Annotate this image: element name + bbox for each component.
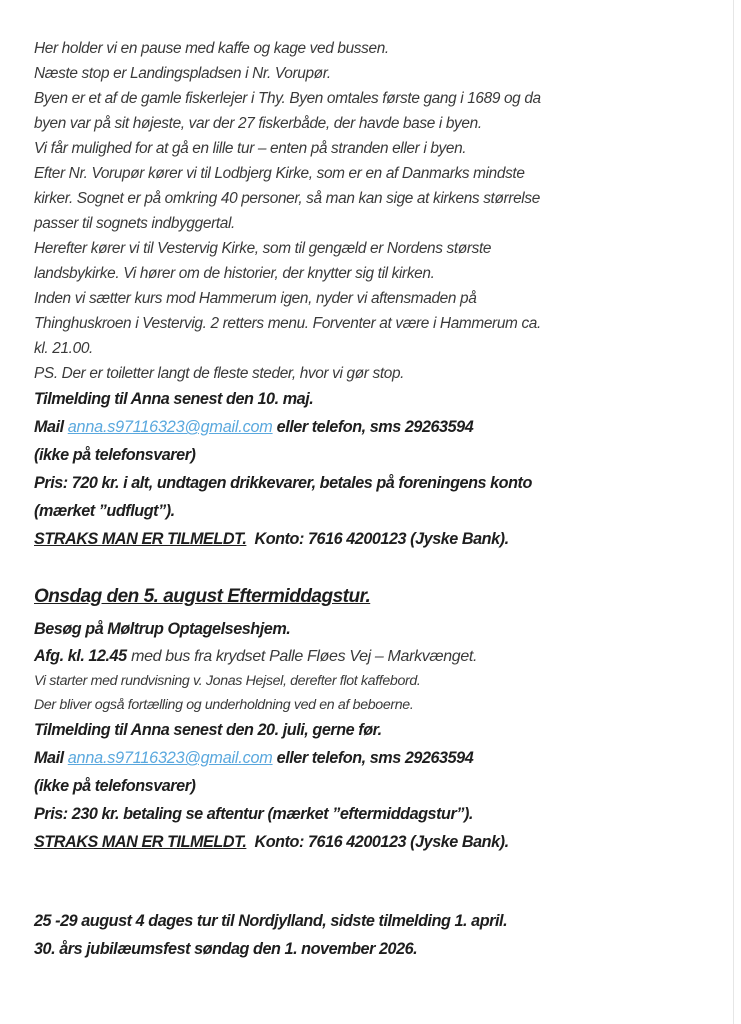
price-line: Pris: 230 kr. betaling se aftentur (mærket ”eftermiddagstur”). bbox=[34, 805, 473, 823]
paragraph-line: byen var på sit højeste, var der 27 fiskerbåde, der havde base i byen. bbox=[34, 115, 482, 132]
phone-text: eller telefon, sms 29263594 bbox=[276, 418, 474, 436]
email-link[interactable]: anna.s97116323@gmail.com bbox=[67, 418, 273, 436]
paragraph-line: Her holder vi en pause med kaffe og kage ved bussen. bbox=[34, 40, 389, 57]
contact-line bbox=[34, 749, 473, 768]
paragraph-line: landsbykirke. Vi hører om de historier, der knytter sig til kirken. bbox=[34, 265, 435, 282]
straks-note: STRAKS MAN ER TILMELDT. bbox=[34, 530, 247, 548]
straks-note: STRAKS MAN ER TILMELDT. bbox=[34, 833, 247, 851]
signup-deadline: Tilmelding til Anna senest den 20. juli, gerne før. bbox=[34, 721, 382, 739]
price-line: Pris: 720 kr. i alt, undtagen drikkevarer, betales på foreningens konto bbox=[34, 474, 532, 492]
section-heading: Onsdag den 5. august Eftermiddagstur. bbox=[34, 586, 371, 607]
paragraph-line: PS. Der er toiletter langt de fleste steder, hvor vi gør stop. bbox=[34, 365, 405, 382]
payment-line bbox=[34, 833, 509, 852]
paragraph-line: Vi starter med rundvisning v. Jonas Hejsel, derefter flot kaffebord. bbox=[34, 673, 421, 689]
mail-label: Mail bbox=[34, 749, 64, 767]
payment-line bbox=[34, 530, 509, 549]
paragraph-line: Byen er et af de gamle fiskerlejer i Thy. Byen omtales første gang i 1689 og da bbox=[34, 90, 541, 107]
account-info: Konto: 7616 4200123 (Jyske Bank). bbox=[254, 530, 509, 548]
mail-label: Mail bbox=[34, 418, 64, 436]
paragraph-line: passer til sognets indbyggertal. bbox=[34, 215, 235, 232]
announcement-line: 25 -29 august 4 dages tur til Nordjylland, sidste tilmelding 1. april. bbox=[34, 912, 508, 930]
signup-deadline: Tilmelding til Anna senest den 10. maj. bbox=[34, 390, 314, 408]
paragraph-line: Efter Nr. Vorupør kører vi til Lodbjerg Kirke, som er en af Danmarks mindste bbox=[34, 165, 525, 182]
no-voicemail-note: (ikke på telefonsvarer) bbox=[34, 777, 196, 795]
paragraph-line: Vi får mulighed for at gå en lille tur – enten på stranden eller i byen. bbox=[34, 140, 467, 157]
announcement-line: 30. års jubilæumsfest søndag den 1. november 2026. bbox=[34, 940, 418, 958]
email-link[interactable]: anna.s97116323@gmail.com bbox=[67, 749, 273, 767]
paragraph-line: Der bliver også fortælling og underholdning ved en af beboerne. bbox=[34, 697, 414, 713]
departure-line bbox=[34, 647, 477, 666]
paragraph-line: Herefter kører vi til Vestervig Kirke, som til gengæld er Nordens største bbox=[34, 240, 492, 257]
page-edge bbox=[733, 0, 734, 1024]
phone-text: eller telefon, sms 29263594 bbox=[276, 749, 474, 767]
no-voicemail-note: (ikke på telefonsvarer) bbox=[34, 446, 196, 464]
account-info: Konto: 7616 4200123 (Jyske Bank). bbox=[254, 833, 509, 851]
price-line: (mærket ”udflugt”). bbox=[34, 502, 175, 520]
departure-time: Afg. kl. 12.45 bbox=[34, 647, 127, 665]
contact-line bbox=[34, 418, 473, 437]
paragraph-line: Thinghuskroen i Vestervig. 2 retters menu. Forventer at være i Hammerum ca. bbox=[34, 315, 541, 332]
paragraph-line: Inden vi sætter kurs mod Hammerum igen, nyder vi aftensmaden på bbox=[34, 290, 477, 307]
section-subheading: Besøg på Møltrup Optagelseshjem. bbox=[34, 620, 291, 638]
paragraph-line: kirker. Sognet er på omkring 40 personer, så man kan sige at kirkens størrelse bbox=[34, 190, 540, 207]
paragraph-line: Næste stop er Landingspladsen i Nr. Vorupør. bbox=[34, 65, 331, 82]
departure-place: med bus fra krydset Palle Fløes Vej – Markvænget. bbox=[131, 648, 478, 665]
paragraph-line: kl. 21.00. bbox=[34, 340, 93, 357]
